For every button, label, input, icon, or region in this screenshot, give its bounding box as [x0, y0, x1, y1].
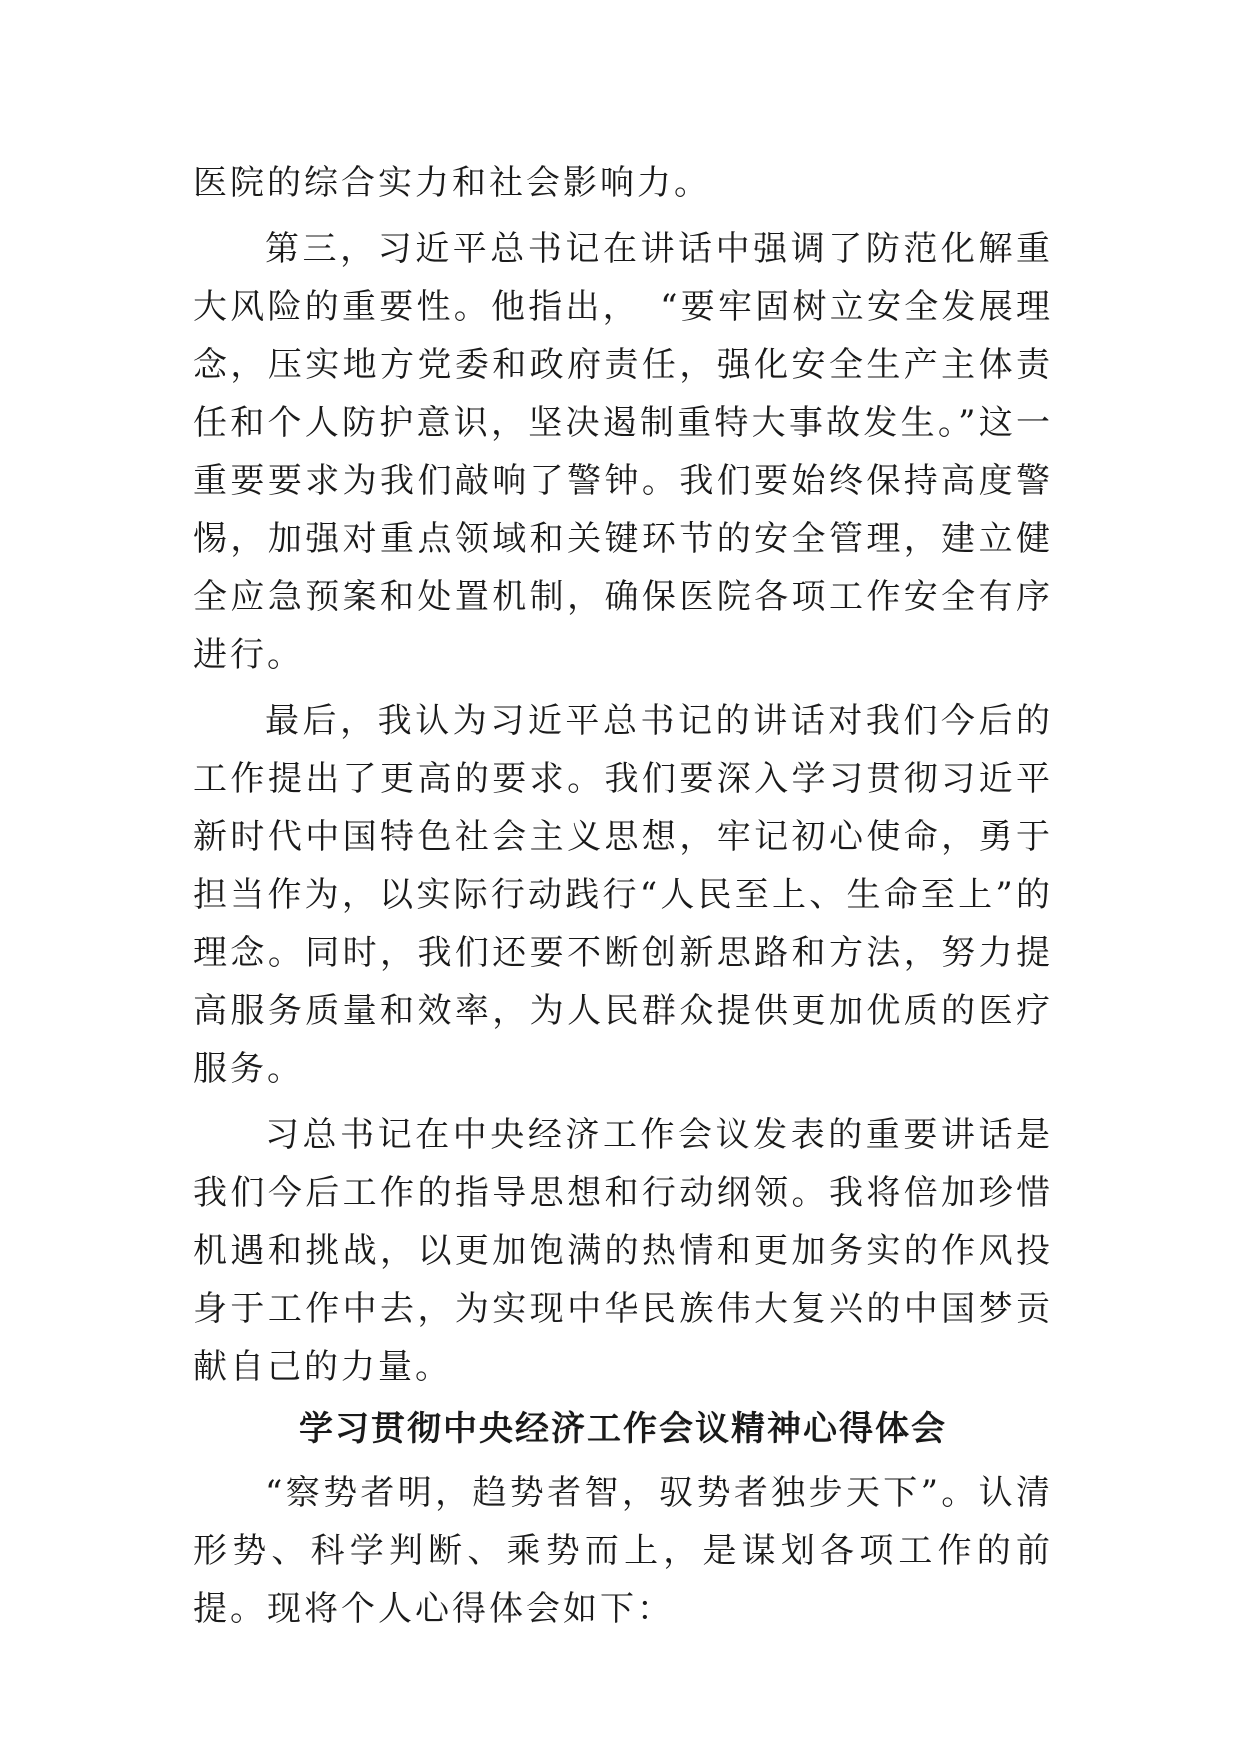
paragraph-intro: “察势者明，趋势者智，驭势者独步天下”。认清形势、科学判断、乘势而上，是谋划各项工作的前提。现将个人心得体会如下：	[193, 1473, 1053, 1629]
paragraph-continuation: 医院的综合实力和社会影响力。	[193, 163, 711, 203]
document-body	[193, 154, 1053, 1638]
paragraph-conclusion: 习总书记在中央经济工作会议发表的重要讲话是我们今后工作的指导思想和行动纲领。我将倍加珍惜机遇和挑战，以更加饱满的热情和更加务实的作风投身于工作中去，为实现中华民族伟大复兴的中国梦贡献自己的力量。	[193, 1115, 1053, 1387]
section-heading: 学习贯彻中央经济工作会议精神心得体会	[299, 1409, 947, 1449]
paragraph-final-point: 最后，我认为习近平总书记的讲话对我们今后的工作提出了更高的要求。我们要深入学习贯彻习近平新时代中国特色社会主义思想，牢记初心使命，勇于担当作为，以实际行动践行“人民至上、生命至上”的理念。同时，我们还要不断创新思路和方法，努力提高服务质量和效率，为人民群众提供更加优质的医疗服务。	[193, 701, 1053, 1089]
paragraph-third-point: 第三，习近平总书记在讲话中强调了防范化解重大风险的重要性。他指出， “要牢固树立安全发展理念，压实地方党委和政府责任，强化安全生产主体责任和个人防护意识，坚决遏制重特大事故发生。”这一重要要求为我们敲响了警钟。我们要始终保持高度警惕，加强对重点领域和关键环节的安全管理，建立健全应急预案和处置机制，确保医院各项工作安全有序进行。	[193, 229, 1053, 675]
